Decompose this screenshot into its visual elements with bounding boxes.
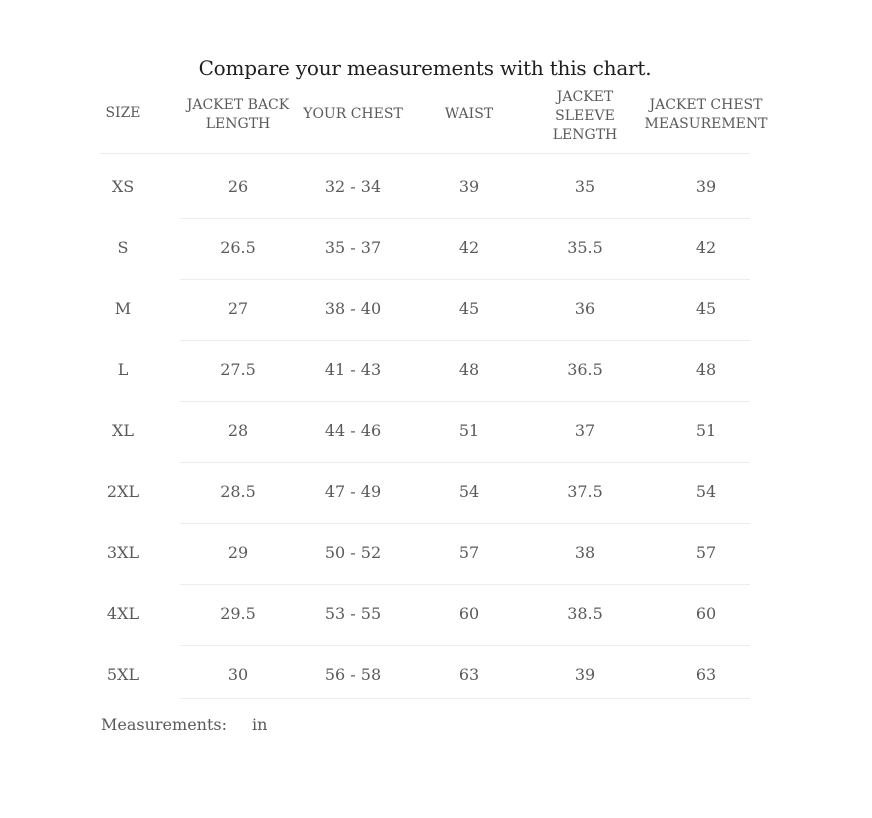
table-cell: 41 - 43 — [324, 360, 382, 379]
table-cell: 32 - 34 — [324, 177, 382, 196]
row-divider — [180, 401, 750, 402]
table-cell: 45 — [695, 299, 717, 318]
table-cell: 28 — [227, 421, 249, 440]
column-header-4: JACKET SLEEVE LENGTH — [552, 89, 618, 143]
table-cell: 26.5 — [220, 238, 256, 257]
table-cell: 38 — [574, 543, 596, 562]
row-divider — [100, 153, 750, 154]
table-cell: 48 — [695, 360, 717, 379]
table-cell: 39 — [574, 665, 596, 684]
size-cell: 3XL — [106, 543, 140, 562]
size-cell: XL — [111, 421, 134, 440]
column-header-1: JACKET BACK LENGTH — [186, 97, 290, 132]
row-divider — [180, 523, 750, 524]
table-cell: 63 — [695, 665, 717, 684]
table-cell: 48 — [458, 360, 480, 379]
table-cell: 57 — [695, 543, 717, 562]
row-divider — [180, 462, 750, 463]
table-cell: 37.5 — [567, 482, 603, 501]
table-cell: 54 — [695, 482, 717, 501]
size-cell: 5XL — [106, 665, 140, 684]
size-cell: XS — [111, 177, 135, 196]
table-cell: 47 - 49 — [324, 482, 382, 501]
size-cell: 2XL — [106, 482, 140, 501]
measurements-label: Measurements: — [101, 715, 227, 734]
table-cell: 38 - 40 — [324, 299, 382, 318]
table-cell: 37 — [574, 421, 596, 440]
row-divider — [180, 645, 750, 646]
column-header-5: JACKET CHEST MEASUREMENT — [644, 97, 768, 132]
table-cell: 39 — [458, 177, 480, 196]
table-cell: 27.5 — [220, 360, 256, 379]
table-cell: 38.5 — [567, 604, 603, 623]
table-cell: 30 — [227, 665, 249, 684]
table-cell: 35.5 — [567, 238, 603, 257]
table-cell: 28.5 — [220, 482, 256, 501]
row-divider — [180, 218, 750, 219]
size-cell: M — [114, 299, 132, 318]
size-cell: L — [117, 360, 129, 379]
row-divider — [180, 584, 750, 585]
table-cell: 45 — [458, 299, 480, 318]
table-cell: 42 — [458, 238, 480, 257]
table-cell: 35 - 37 — [324, 238, 382, 257]
table-cell: 54 — [458, 482, 480, 501]
column-header-0: SIZE — [105, 105, 141, 121]
table-cell: 27 — [227, 299, 249, 318]
table-cell: 35 — [574, 177, 596, 196]
table-cell: 29.5 — [220, 604, 256, 623]
table-cell: 42 — [695, 238, 717, 257]
row-divider — [180, 698, 750, 699]
table-cell: 56 - 58 — [324, 665, 382, 684]
table-cell: 39 — [695, 177, 717, 196]
table-cell: 53 - 55 — [324, 604, 382, 623]
table-cell: 60 — [458, 604, 480, 623]
table-cell: 50 - 52 — [324, 543, 382, 562]
column-header-2: YOUR CHEST — [303, 106, 403, 122]
size-cell: 4XL — [106, 604, 140, 623]
table-cell: 26 — [227, 177, 249, 196]
row-divider — [180, 279, 750, 280]
measurements-unit: in — [252, 715, 268, 734]
row-divider — [180, 340, 750, 341]
table-cell: 60 — [695, 604, 717, 623]
column-header-3: WAIST — [444, 106, 494, 122]
table-cell: 63 — [458, 665, 480, 684]
table-cell: 51 — [695, 421, 717, 440]
table-cell: 36.5 — [567, 360, 603, 379]
chart-title: Compare your measurements with this chart. — [198, 56, 652, 80]
table-cell: 29 — [227, 543, 249, 562]
table-cell: 51 — [458, 421, 480, 440]
table-cell: 57 — [458, 543, 480, 562]
table-cell: 44 - 46 — [324, 421, 382, 440]
size-cell: S — [117, 238, 129, 257]
table-cell: 36 — [574, 299, 596, 318]
